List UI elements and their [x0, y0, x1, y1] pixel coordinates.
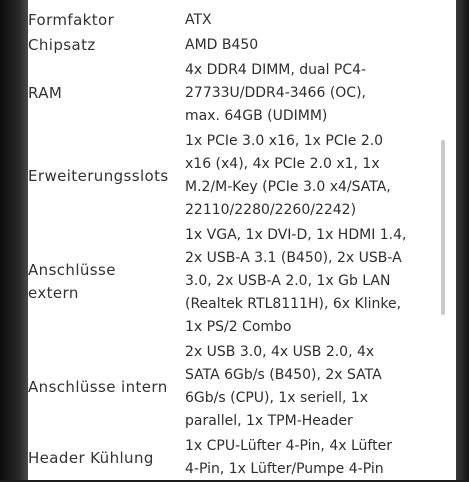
- spec-key: Chipsatz: [28, 36, 96, 54]
- spec-row-header-kuehlung: [28, 434, 417, 482]
- spec-value: 1x CPU-Lüfter 4-Pin, 4x Lüfter 4-Pin, 1x Lüfter/Pumpe 4-Pin: [185, 438, 392, 477]
- spec-key: Anschlüsse extern: [28, 260, 116, 302]
- spec-row-anschluesse-intern: [28, 340, 417, 434]
- device-bezel-right: [456, 0, 469, 480]
- spec-key: Header Kühlung: [28, 448, 154, 467]
- spec-row-formfaktor: [28, 8, 417, 33]
- spec-value: 1x VGA, 1x DVI-D, 1x HDMI 1.4, 2x USB-A 3.1 (B450), 2x USB-A 3.0, 2x USB-A 2.0, 1x Gb LAN (Realtek RTL8111H), 6x Klinke, 1x PS/2 Combo: [185, 227, 407, 335]
- spec-value: ATX: [185, 12, 212, 28]
- spec-value: 4x DDR4 DIMM, dual PC4- 27733U/DDR4-3466 (OC), max. 64GB (UDIMM): [185, 62, 367, 124]
- spec-key: Anschlüsse intern: [28, 377, 168, 396]
- spec-key: Erweiterungsslots: [28, 166, 169, 185]
- device-bezel-left: [0, 0, 28, 480]
- spec-value: 1x PCIe 3.0 x16, 1x PCIe 2.0 x16 (x4), 4x PCIe 2.0 x1, 1x M.2/M-Key (PCIe 3.0 x4/SATA, 22110/2280/2260/2242): [185, 133, 391, 218]
- spec-value: 2x USB 3.0, 4x USB 2.0, 4x SATA 6Gb/s (B450), 2x SATA 6Gb/s (CPU), 1x seriell, 1x parallel, 1x TPM-Header: [185, 344, 382, 429]
- spec-row-ram: [28, 58, 417, 129]
- spec-row-anschluesse-extern: [28, 223, 417, 340]
- spec-key: RAM: [28, 84, 63, 102]
- spec-value: AMD B450: [185, 37, 259, 53]
- spec-key: Formfaktor: [28, 11, 115, 29]
- spec-row-chipsatz: [28, 33, 417, 58]
- spec-table: [28, 8, 417, 482]
- spec-row-erweiterungsslots: [28, 129, 417, 223]
- scrollbar-thumb[interactable]: [441, 140, 445, 315]
